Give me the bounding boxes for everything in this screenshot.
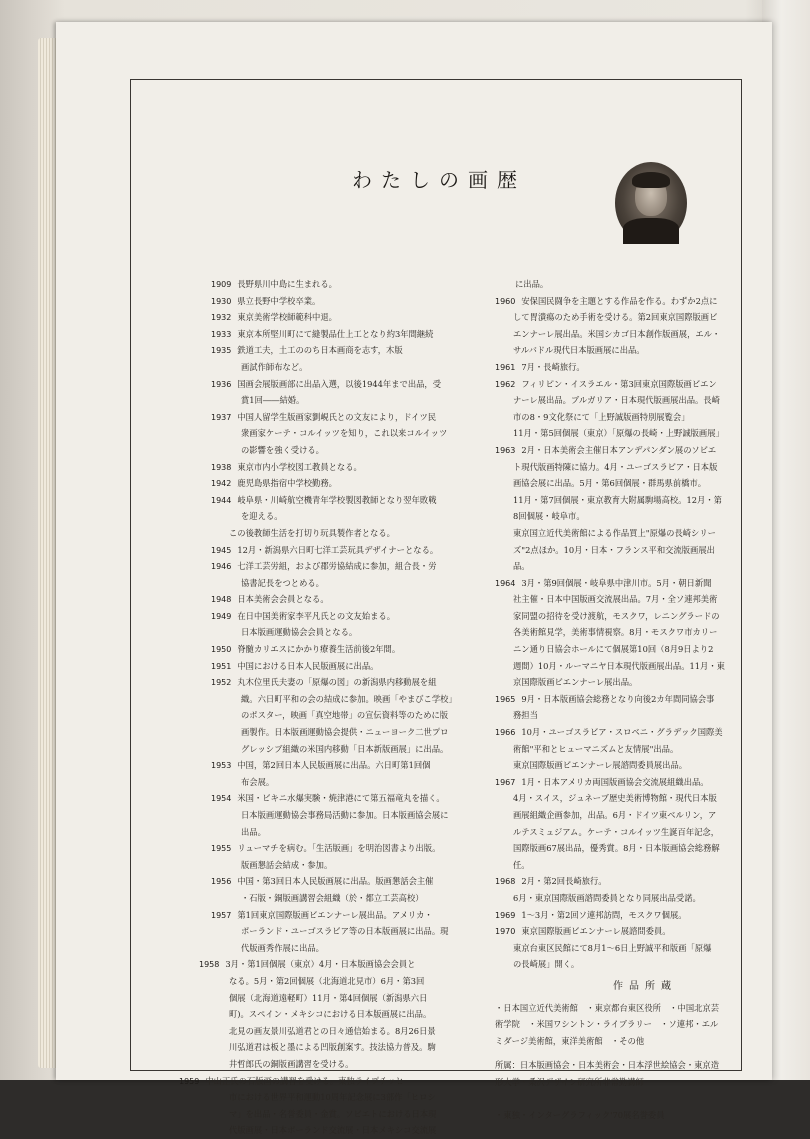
entry-text: 脊髄カリエスにかかり療養生活前後2年間。 xyxy=(237,644,401,655)
entry-text: ズ"2点ほか。10月・日本・フランス平和交流版画展出 xyxy=(513,544,715,555)
entry-text: 市の8・9文化祭にて「上野誠版画特別展覧会」 xyxy=(513,411,690,422)
chronology-entry xyxy=(495,790,795,807)
entry-text: 在日中国美術家李平凡氏との文友始まる。 xyxy=(237,610,396,621)
chronology-entry xyxy=(495,542,795,559)
chronology-entry xyxy=(171,1006,471,1023)
chronology-entry xyxy=(495,492,795,509)
chronology-entry xyxy=(171,459,471,476)
chronology-entry xyxy=(171,857,471,874)
collections-heading: 作品所蔵 xyxy=(613,980,677,992)
page-frame xyxy=(130,79,742,1136)
entry-text: 市における世界平和運動10周年記念展に3部作「ヒロシ xyxy=(229,1092,436,1103)
chronology-entry xyxy=(495,575,795,592)
chronology-entry xyxy=(495,890,795,907)
chronology-entry xyxy=(495,807,795,824)
entry-text: ルテスミュジアム。ケーテ・コルイッツ生誕百年記念， xyxy=(513,826,720,837)
chronology-entry xyxy=(171,707,471,724)
entry-text: 県立長野中学校卒業。 xyxy=(237,295,321,306)
entry-text: 東京本所堅川町にて縫製品仕上工となり約3年間継続 xyxy=(237,328,434,339)
entry-text: 7月・長崎旅行。 xyxy=(521,361,585,372)
chronology-entry xyxy=(171,608,471,625)
page-title: わたしの画歴 xyxy=(352,168,526,192)
chronology-entry xyxy=(171,890,471,907)
chronology-entry xyxy=(495,691,795,708)
entry-text: ポーランド・ユーゴスラビア等の日本版画展に出品。現 xyxy=(241,926,449,937)
entry-year: 1966 xyxy=(495,728,516,738)
chronology-entry xyxy=(171,326,471,343)
entry-text: のポスター，映画「真空地帯」の宣伝資料等のために版 xyxy=(241,710,449,721)
entry-text: 井哲郎氏の銅版画講習を受ける。 xyxy=(229,1058,354,1069)
chronology-entry xyxy=(495,724,795,741)
chronology-entry xyxy=(495,276,795,293)
entry-year: 1942 xyxy=(211,479,232,489)
chronology-entry xyxy=(495,624,795,641)
entry-text: ・石版・銅版画講習会組織（於・都立工芸高校） xyxy=(241,892,424,903)
entry-text: 東京国際版画ビエンナーレ展諮問委員展出品。 xyxy=(513,760,688,771)
entry-text: を迎える。 xyxy=(241,511,283,522)
chronology-entry xyxy=(171,1122,471,1139)
chronology-entry xyxy=(171,542,471,559)
entry-text: 1月・日本アメリカ両国版画協会交流展組織出品。 xyxy=(521,776,709,787)
entry-text: 国際版画67展出品，優秀賞。8月・日本版画協会総務解 xyxy=(513,843,720,854)
entry-year: 1957 xyxy=(211,910,232,920)
entry-text: 2月・第2回長崎旅行。 xyxy=(521,876,607,887)
chronology-entry xyxy=(495,674,795,691)
entry-year: 1955 xyxy=(211,844,232,854)
entry-text: 代版画秀作展に出品。 xyxy=(241,942,324,953)
chronology-entry xyxy=(171,1106,471,1123)
entry-year: 1932 xyxy=(211,313,232,323)
entry-year: 1953 xyxy=(211,761,232,771)
chronology-entry xyxy=(171,741,471,758)
entry-text: 各美術館見学，美術事情視察。8月・モスクワ市カリー xyxy=(513,627,718,638)
entry-year: 1959 xyxy=(179,1076,200,1086)
entry-text: 2月・日本美術会主催日本アンデパンダン展のソビエ xyxy=(521,444,717,455)
chronology-entry xyxy=(495,873,795,890)
chronology-right-column xyxy=(495,276,795,1123)
affiliation-line: 所属：日本版画協会・日本美術会・日本浮世絵協会・東京造 xyxy=(495,1060,720,1071)
chronology-entry xyxy=(495,774,795,791)
entry-year: 1969 xyxy=(495,910,516,920)
entry-text: に出品。 xyxy=(515,279,549,289)
chronology-entry xyxy=(171,342,471,359)
entry-text: 岐阜県・川崎航空機青年学校製図教師となり翌年敗戦 xyxy=(237,494,437,505)
entry-year: 1967 xyxy=(495,777,516,787)
entry-text: 3月・第9回個展・岐阜県中津川市。5月・朝日新聞 xyxy=(521,577,712,588)
entry-text: 画試作師布など。 xyxy=(241,361,308,372)
chronology-entry xyxy=(171,691,471,708)
chronology-entry xyxy=(495,293,795,310)
entry-year: 1952 xyxy=(211,678,232,688)
entry-text: 家同盟の招待を受け渡航，モスクワ，レニングラードの xyxy=(513,610,720,621)
entry-text: 週間）10月・ルーマニヤ日本現代版画展出品。11月・東 xyxy=(513,660,725,671)
entry-text: この後教師生活を打切り玩具製作者となる。 xyxy=(229,527,395,538)
entry-year: 1964 xyxy=(495,578,516,588)
entry-year: 1949 xyxy=(211,611,232,621)
entry-year: 1948 xyxy=(211,595,232,605)
chronology-entry xyxy=(495,376,795,393)
entry-year: 1963 xyxy=(495,445,516,455)
chronology-entry xyxy=(495,857,795,874)
chronology-entry xyxy=(495,442,795,459)
chronology-entry xyxy=(171,790,471,807)
chronology-entry xyxy=(171,624,471,641)
entry-text: 版画懇話会結成・参加。 xyxy=(241,859,333,870)
entry-text: 日本版画運動協会事務局活動に参加。日本版画協会展に xyxy=(241,810,449,820)
entry-text: 京国際版画ビエンナーレ展出品。 xyxy=(513,677,638,688)
entry-text: リューマチを病む。「生活版画」を明治図書より出版。 xyxy=(237,843,441,854)
chronology-entry xyxy=(171,923,471,940)
chronology-entry xyxy=(171,1039,471,1056)
chronology-entry xyxy=(495,459,795,476)
honorary-line: ・東独・インターグラフィック'70展名誉委員 xyxy=(495,1109,665,1120)
chronology-entry xyxy=(171,276,471,293)
chronology-entry xyxy=(495,475,795,492)
entry-text: 11月・第7回個展・東京教育大附属駒場高校。12月・第 xyxy=(513,494,722,505)
chronology-entry xyxy=(495,425,795,442)
entry-text: 第1回東京国際版画ビエンナーレ展出品。アメリカ・ xyxy=(237,909,433,920)
chronology-entry xyxy=(171,973,471,990)
entry-year: 1954 xyxy=(211,794,232,804)
chronology-entry xyxy=(171,956,471,973)
entry-text: なる。5月・第2回個展（北海道北見市）6月・第3回 xyxy=(229,975,425,986)
chronology-entry xyxy=(495,923,795,940)
chronology-entry xyxy=(171,907,471,924)
entry-text: 10月・ユーゴスラビア・スロベニ・グラデック国際美 xyxy=(521,727,723,738)
entry-text: 米国・ビキニ水爆実験・焼津港にて第五福竜丸を描く。 xyxy=(237,793,445,804)
page-stack-edge xyxy=(38,38,56,1068)
chronology-entry xyxy=(171,475,471,492)
entry-text: 務担当 xyxy=(513,710,538,721)
entry-text: 術館"平和とヒューマニズムと友情展"出品。 xyxy=(513,743,679,754)
collection-line: 術学院 ・米国ワシントン・ライブラリー ・ソ連邦・エル xyxy=(495,1019,719,1030)
chronology-entry xyxy=(495,840,795,857)
chronology-entry xyxy=(171,425,471,442)
chronology-entry xyxy=(495,392,795,409)
entry-year: 1950 xyxy=(211,645,232,655)
entry-text: 北見の画友景川弘道君との日々通信始まる。8月26日景 xyxy=(229,1025,436,1036)
chronology-entry xyxy=(171,575,471,592)
chronology-entry xyxy=(171,990,471,1007)
chronology-entry xyxy=(495,741,795,758)
chronology-entry xyxy=(495,591,795,608)
chronology-entry xyxy=(171,1073,471,1090)
entry-text: 布会展。 xyxy=(241,776,275,787)
affiliation-block xyxy=(495,1057,795,1090)
entry-text: 東京台東区民館にて8月1～6日上野誠平和版画「原爆 xyxy=(513,942,712,953)
entry-text: 衆画家ケーテ・コルイッツを知り，これ以来コルイッツ xyxy=(241,428,448,439)
chronology-entry xyxy=(171,309,471,326)
entry-year: 1960 xyxy=(495,296,516,306)
chronology-entry xyxy=(495,508,795,525)
chronology-entry xyxy=(171,376,471,393)
chronology-entry xyxy=(495,558,795,575)
collection-line: ミダージ美術館，東洋美術館 ・その他 xyxy=(495,1035,645,1046)
affiliation-line: 形大学・桑沢デザイン研究所非常勤講師 xyxy=(495,1076,644,1087)
chronology-entry xyxy=(171,940,471,957)
chronology-left-column xyxy=(171,276,471,1139)
entry-text: 東京国際版画ビエンナーレ展諮問委員。 xyxy=(521,926,671,937)
entry-text: 画製作。日本版画運動協会提供・ニューヨーク二世プロ xyxy=(241,727,449,738)
entry-text: 1～3月・第2回ソ連邦訪問，モスクワ個展。 xyxy=(521,909,687,920)
entry-text: 丸木位里氏夫妻の「原爆の図」の新潟県内移動展を組 xyxy=(237,677,437,688)
entry-text: 国画会展版画部に出品入選，以後1944年まで出品，受 xyxy=(237,378,442,389)
entry-text: エンナーレ展出品。米国シカゴ日本創作版画展，エル・ xyxy=(513,328,721,339)
entry-text: 長野県川中島に生まれる。 xyxy=(237,279,337,289)
chronology-entry xyxy=(171,757,471,774)
entry-text: マ」を出品・名誉委員・金賞。ソビエトにおける日本現 xyxy=(229,1108,437,1119)
chronology-entry xyxy=(171,807,471,824)
chronology-entry xyxy=(495,342,795,359)
entry-text: の影響を強く受ける。 xyxy=(241,444,324,455)
chronology-entry xyxy=(171,409,471,426)
entry-text: 協書記長をつとめる。 xyxy=(241,577,324,588)
chronology-entry xyxy=(171,558,471,575)
entry-text: 画展組織企画参加，出品。6月・ドイツ東ベルリン，ア xyxy=(513,810,717,820)
chronology-entry xyxy=(495,525,795,542)
chronology-entry xyxy=(171,359,471,376)
entry-year: 1951 xyxy=(211,661,232,671)
entry-text: 9月・日本版画協会総務となり向後2カ年間同協会事 xyxy=(521,693,715,704)
entry-text: ナーレ展出品。ブルガリア・日本現代版画展出品。長崎 xyxy=(513,395,720,406)
chronology-entry xyxy=(495,757,795,774)
entry-text: 東京市内小学校図工教員となる。 xyxy=(237,461,362,472)
entry-text: 七洋工芸労組，および郡労協結成に参加，組合長・労 xyxy=(237,561,437,572)
entry-text: 日本美術会会員となる。 xyxy=(237,594,329,605)
entry-text: 中国における日本人民版画展に出品。 xyxy=(237,660,379,671)
entry-text: 安保国民闘争を主題とする作品を作る。わずか2点に xyxy=(521,295,718,306)
entry-text: 中国人留学生版画家劉峴氏との文友により，ドイツ民 xyxy=(237,411,437,422)
chronology-entry xyxy=(495,608,795,625)
entry-text: 社主催・日本中国版画交流展出品。7月・全ソ連邦美術 xyxy=(513,594,718,605)
entry-year: 1935 xyxy=(211,346,232,356)
entry-year: 1956 xyxy=(211,877,232,887)
entry-text: 代版画展・日本ポーランド交流展・日本メキシコ交流展 xyxy=(229,1125,437,1136)
entry-year: 1970 xyxy=(495,927,516,937)
entry-text: 中国，第2回日本人民版画展に出品。六日町第1回個 xyxy=(237,760,431,771)
entry-text: グレッシブ組織の米国内移動「日本新版画展」に出品。 xyxy=(241,743,449,754)
entry-text: 東京国立近代美術館による作品買上"原爆の長崎シリー xyxy=(513,527,716,538)
entry-year: 1933 xyxy=(211,329,232,339)
chronology-entry xyxy=(495,326,795,343)
chronology-entry xyxy=(495,940,795,957)
entry-text: 任。 xyxy=(513,859,530,870)
entry-year: 1946 xyxy=(211,562,232,572)
entry-year: 1968 xyxy=(495,877,516,887)
chronology-entry xyxy=(171,724,471,741)
entry-text: 東京美術学校師範科中退。 xyxy=(237,312,337,323)
entry-year: 1945 xyxy=(211,545,232,555)
chronology-entry xyxy=(495,907,795,924)
entry-text: 中山正氏の石版画の講習を受ける。東独ライプチッヒ xyxy=(205,1075,404,1086)
chronology-entry xyxy=(171,1023,471,1040)
chronology-entry xyxy=(171,392,471,409)
entry-text: 画協会展に出品。5月・第6回個展・群馬県前橋市。 xyxy=(513,478,707,489)
chronology-entry xyxy=(171,442,471,459)
entry-year: 1909 xyxy=(211,280,232,289)
entry-text: 日本版画運動協会会員となる。 xyxy=(241,627,358,638)
chronology-entry xyxy=(171,840,471,857)
chronology-entry xyxy=(171,508,471,525)
entry-year: 1938 xyxy=(211,462,232,472)
entry-year: 1944 xyxy=(211,495,232,505)
chronology-entry xyxy=(171,492,471,509)
entry-text: 11月・第5回個展（東京）「原爆の長崎・上野誠版画展」 xyxy=(513,428,724,439)
chronology-entry xyxy=(171,774,471,791)
entry-year: 1961 xyxy=(495,362,516,372)
chronology-entry xyxy=(171,1089,471,1106)
entry-text: して胃潰瘍のため手術を受ける。第2回東京国際版画ビ xyxy=(513,312,718,323)
collections-list xyxy=(495,1000,795,1050)
chronology-entry xyxy=(171,658,471,675)
entry-text: 品。 xyxy=(513,561,530,572)
entry-year: 1965 xyxy=(495,694,516,704)
chronology-entry xyxy=(495,641,795,658)
entry-year: 1937 xyxy=(211,412,232,422)
entry-year: 1930 xyxy=(211,296,232,306)
entry-text: 織。六日町平和の会の結成に参加。映画「やまびこ学校」 xyxy=(241,693,457,704)
entry-text: 6月・東京国際版画諮問委員となり同展出品受諾。 xyxy=(513,892,701,903)
entry-text: 賞1回――結婚。 xyxy=(241,395,305,406)
entry-year: 1936 xyxy=(211,379,232,389)
entry-text: フィリピン・イスラエル・第3回東京国際版画ビエン xyxy=(521,378,717,389)
entry-text: 8回個展・岐阜市。 xyxy=(513,511,585,522)
collection-line: ・日本国立近代美術館 ・東京都台東区役所 ・中国北京芸 xyxy=(495,1002,720,1013)
chronology-entry xyxy=(495,409,795,426)
entry-text: 川弘道君は板と墨による凹版創案す。技法協力普及。駒 xyxy=(229,1042,436,1053)
chronology-entry xyxy=(495,658,795,675)
chronology-entry xyxy=(171,293,471,310)
chronology-entry xyxy=(171,674,471,691)
chronology-entry xyxy=(495,956,795,973)
entry-text: ト現代版画特陳に協力。4月・ユーゴスラビア・日本版 xyxy=(513,461,718,472)
chronology-entry xyxy=(495,359,795,376)
artist-portrait xyxy=(615,162,687,244)
entry-year: 1962 xyxy=(495,379,516,389)
entry-text: 3月・第1回個展（東京）4月・日本版画協会会員と xyxy=(225,959,416,970)
entry-text: 12月・新潟県六日町七洋工芸玩具デザイナーとなる。 xyxy=(237,544,439,555)
entry-text: ニン通り日協会ホールにて個展第10回（8月9日より2 xyxy=(513,644,714,655)
chronology-entry xyxy=(171,591,471,608)
book-page xyxy=(56,22,772,1136)
chronology-entry xyxy=(495,824,795,841)
chronology-entry xyxy=(171,641,471,658)
entry-text: 中国・第3回日本人民版画展に出品。版画懇話会主催 xyxy=(237,876,434,887)
entry-text: 鉄道工夫，土工ののち日本画商を志す，木版 xyxy=(237,345,403,356)
chronology-entry xyxy=(495,309,795,326)
entry-text: 個展（北海道遠軽町）11月・第4回個展（新潟県六日 xyxy=(229,992,428,1003)
entry-text: 4月・スイス，ジュネーブ歴史美術博物館・現代日本版 xyxy=(513,793,717,804)
chronology-entry xyxy=(171,525,471,542)
chronology-entry xyxy=(171,1056,471,1073)
chronology-entry xyxy=(495,707,795,724)
entry-text: 出品。 xyxy=(241,826,266,837)
entry-text: 鹿児島県指宿中学校勤務。 xyxy=(237,478,337,489)
entry-text: の長崎展」開く。 xyxy=(513,959,580,970)
chronology-entry xyxy=(171,824,471,841)
chronology-entry xyxy=(171,873,471,890)
entry-text: 町)。スペイン・メキシコにおける日本版画展に出品。 xyxy=(229,1009,432,1020)
entry-text: サルバドル現代日本版画展に出品。 xyxy=(513,345,645,356)
entry-year: 1958 xyxy=(199,960,220,970)
